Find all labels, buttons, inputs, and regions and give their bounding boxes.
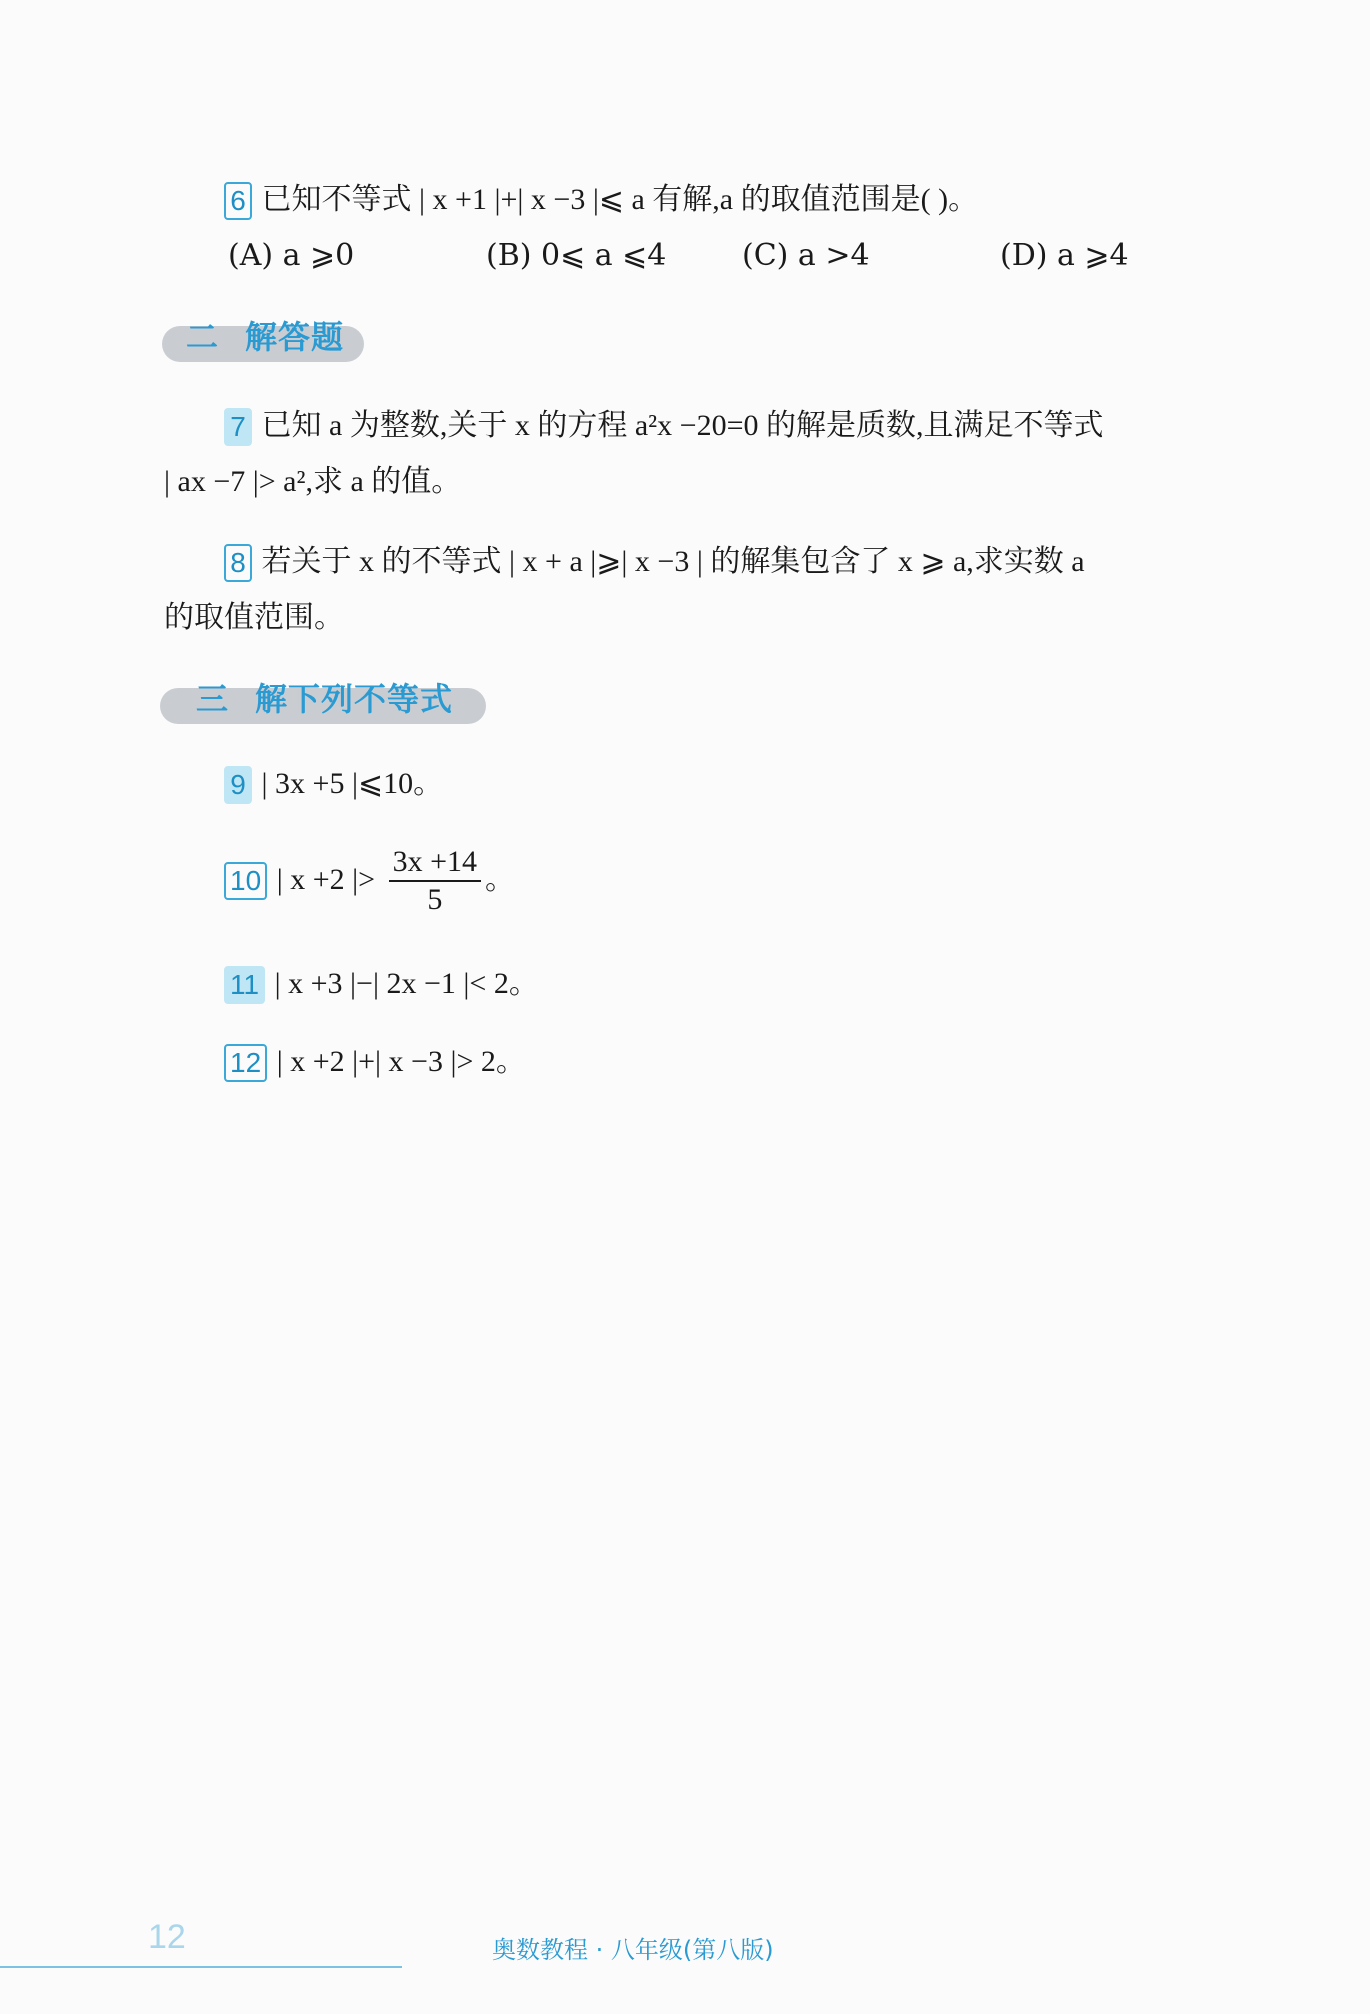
fraction-denominator: 5: [427, 883, 443, 916]
problem-text: | 3x +5 |⩽10。: [261, 767, 444, 800]
problem-number-badge: 12: [224, 1044, 267, 1082]
problem-text-line1: 已知 a 为整数,关于 x 的方程 a²x −20=0 的解是质数,且满足不等式: [261, 409, 1104, 442]
problem-text: | x +2 |+| x −3 |> 2。: [276, 1045, 526, 1078]
problem-number-badge: 6: [224, 182, 252, 220]
problem-number-badge: 11: [224, 966, 265, 1004]
option-c: (C) a >4: [742, 238, 870, 273]
problem-number-badge: 10: [224, 862, 267, 900]
option-b: (B) 0⩽ a ⩽4: [486, 238, 667, 273]
problem-11: [224, 962, 539, 1006]
section-title: 解下列不等式: [255, 680, 454, 718]
problem-number-badge: 9: [224, 766, 252, 804]
problem-8: [224, 540, 1085, 584]
problem-9: [224, 762, 443, 806]
problem-text-line1: 若关于 x 的不等式 | x + a |⩾| x −3 | 的解集包含了 x ⩾ a,求实数 a: [261, 545, 1085, 578]
problem-number-badge: 8: [224, 544, 252, 582]
problem-text: | x +3 |−| 2x −1 |< 2。: [274, 967, 539, 1000]
fraction: [389, 844, 481, 918]
problem-12: [224, 1040, 526, 1084]
section-heading-inequalities: [196, 674, 453, 720]
problem-7-continuation: | ax −7 |> a²,求 a 的值。: [164, 465, 462, 498]
section-index: 二: [186, 318, 220, 356]
problem-8-continuation: 的取值范围。: [164, 601, 344, 634]
section-index: 三: [196, 680, 230, 718]
page-number: 12: [148, 1918, 186, 1956]
option-a: (A) a ⩾0: [228, 238, 355, 273]
section-heading-answers: [186, 312, 344, 358]
option-d: (D) a ⩾4: [1000, 238, 1129, 273]
fraction-numerator: 3x +14: [389, 844, 481, 882]
problem-lhs: | x +2 |>: [276, 863, 376, 896]
problem-10: [224, 844, 515, 918]
problem-7: [224, 404, 1104, 448]
footer-rule: [0, 1966, 402, 1968]
problem-text: 已知不等式 | x +1 |+| x −3 |⩽ a 有解,a 的取值范围是( )。: [261, 183, 979, 216]
problem-end-mark: 。: [485, 862, 516, 897]
section-title: 解答题: [245, 318, 345, 356]
book-title: 奥数教程 · 八年级(第八版): [492, 1936, 774, 1964]
problem-number-badge: 7: [224, 408, 252, 446]
problem-6: [224, 178, 978, 222]
